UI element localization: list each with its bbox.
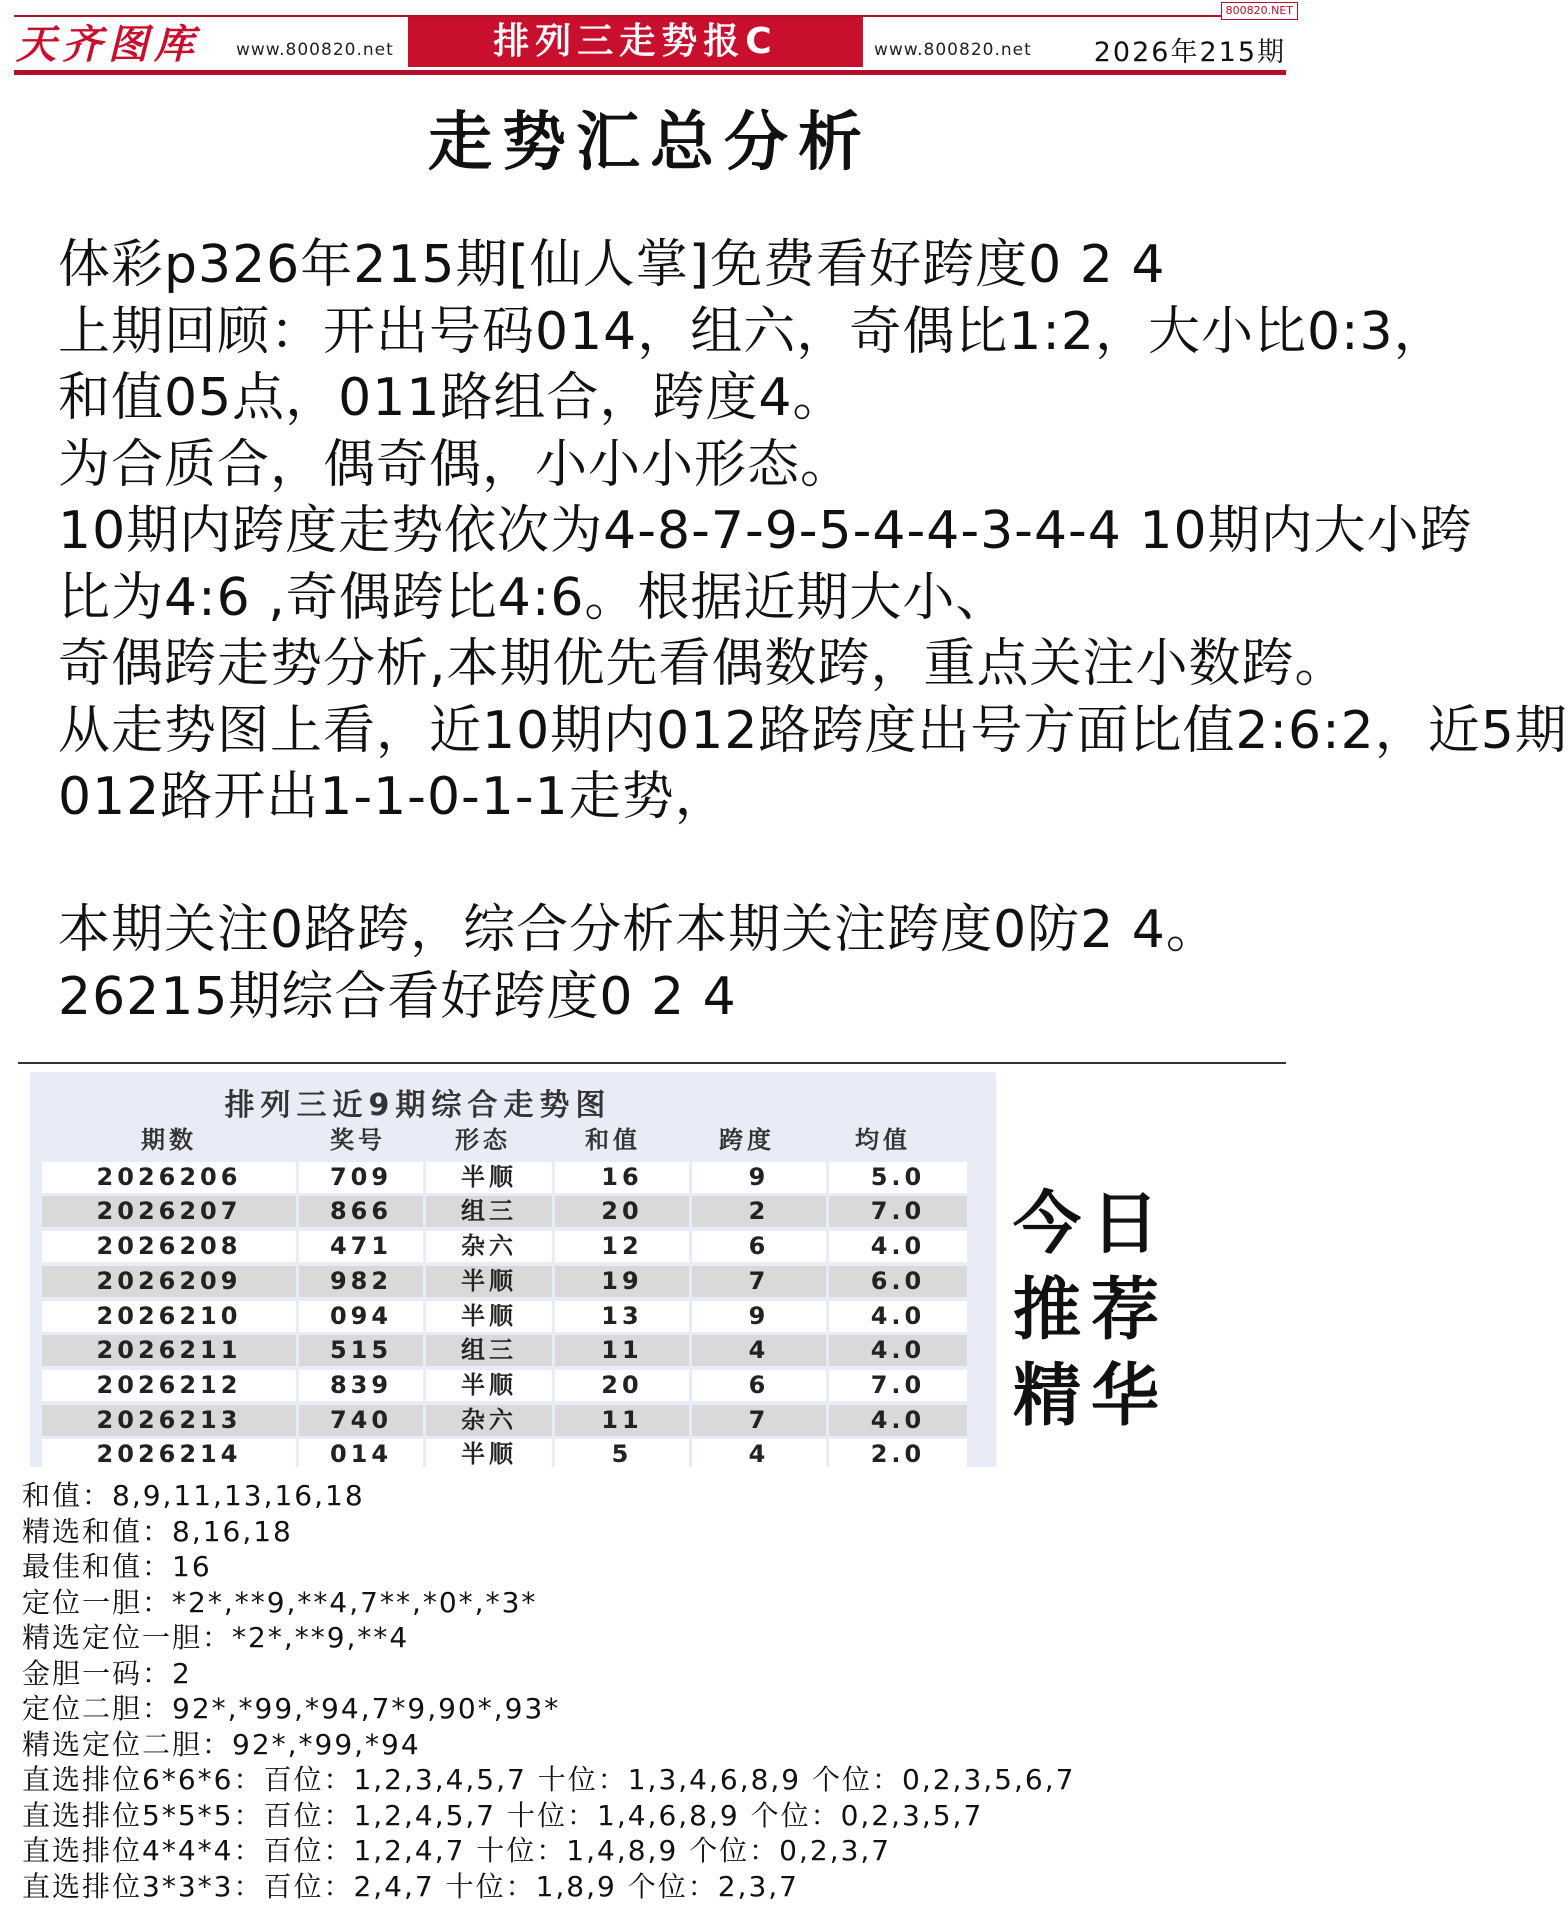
table-row (42, 1333, 970, 1368)
cell-issue: 2026214 (42, 1439, 296, 1470)
analysis-line: 从走势图上看，近10期内012路跨度出号方面比值2:6:2，近5期 (58, 700, 1568, 761)
column-header-average: 均值 (855, 1126, 911, 1154)
column-header-pattern: 形态 (455, 1126, 511, 1154)
cell-sum: 5 (555, 1439, 689, 1470)
cell-pattern: 杂六 (426, 1405, 552, 1436)
analysis-line: 比为4:6 ,奇偶跨比4:6。根据近期大小、 (58, 567, 1009, 628)
analysis-line: 26215期综合看好跨度0 2 4 (58, 966, 737, 1027)
cell-issue: 2026211 (42, 1335, 296, 1366)
report-title-banner: 排列三走势报C (408, 17, 863, 67)
cell-span: 4 (692, 1335, 826, 1366)
table-row (42, 1160, 970, 1195)
cell-pattern: 半顺 (426, 1370, 552, 1401)
cell-number: 839 (299, 1370, 423, 1401)
cell-sum: 13 (555, 1301, 689, 1332)
cell-issue: 2026208 (42, 1231, 296, 1262)
cell-issue: 2026209 (42, 1266, 296, 1297)
analysis-line-blank (58, 831, 1288, 898)
recommend-label (1013, 1182, 1193, 1440)
analysis-line: 和值05点，011路组合，跨度4。 (58, 368, 846, 428)
table-row (42, 1195, 970, 1230)
cell-sum: 16 (555, 1162, 689, 1193)
analysis-paragraph (58, 232, 1568, 1030)
cell-pattern: 半顺 (426, 1301, 552, 1332)
page-title: 走势汇总分析 (428, 106, 872, 180)
cell-sum: 20 (555, 1370, 689, 1401)
cell-issue: 2026207 (42, 1196, 296, 1227)
column-header-span: 跨度 (719, 1126, 775, 1154)
cell-issue: 2026212 (42, 1370, 296, 1401)
cell-pattern: 半顺 (426, 1439, 552, 1470)
cell-span: 4 (692, 1439, 826, 1470)
analysis-line: 012路开出1-1-0-1-1走势， (58, 767, 728, 827)
cell-pattern: 组三 (426, 1335, 552, 1366)
column-header-issue: 期数 (141, 1126, 197, 1154)
cell-pattern: 半顺 (426, 1162, 552, 1193)
cell-span: 2 (692, 1196, 826, 1227)
cell-sum: 11 (555, 1335, 689, 1366)
pick-selected-sum: 精选和值：8,16,18 (22, 1514, 293, 1548)
pick-direct-555: 直选排位5*5*5：百位：1,2,4,5,7 十位：1,4,6,8,9 个位：0,2,3,5,7 (22, 1798, 984, 1832)
cell-average: 4.0 (829, 1231, 967, 1262)
page-header (0, 0, 1300, 80)
pick-direct-444: 直选排位4*4*4：百位：1,2,4,7 十位：1,4,8,9 个位：0,2,3,7 (22, 1834, 892, 1867)
cell-span: 9 (692, 1162, 826, 1193)
cell-span: 6 (692, 1370, 826, 1401)
analysis-line: 体彩p326年215期[仙人掌]免费看好跨度0 2 4 (58, 235, 1166, 295)
trend-table-title: 排列三近9期综合走势图 (224, 1088, 612, 1123)
pick-selected-position-two: 精选定位二胆：92*,*99,*94 (22, 1727, 421, 1761)
cell-average: 4.0 (829, 1335, 967, 1366)
pick-best-sum: 最佳和值：16 (22, 1550, 212, 1583)
cell-span: 6 (692, 1231, 826, 1262)
cell-span: 7 (692, 1266, 826, 1297)
issue-number: 2026年215期 (1093, 37, 1286, 68)
cell-pattern: 半顺 (426, 1266, 552, 1297)
cell-number: 014 (299, 1439, 423, 1470)
site-url-right: www.800820.net (874, 40, 1032, 60)
cell-number: 094 (299, 1301, 423, 1332)
corner-watermark: 800820.NET (1221, 2, 1298, 20)
cell-issue: 2026210 (42, 1301, 296, 1332)
table-row (42, 1403, 970, 1438)
cell-sum: 19 (555, 1266, 689, 1297)
cell-number: 740 (299, 1405, 423, 1436)
recommend-line: 精华 (1013, 1357, 1170, 1436)
pick-direct-666: 直选排位6*6*6：百位：1,2,3,4,5,7 十位：1,3,4,6,8,9 个位：0,2,3,5,6,7 (22, 1763, 1076, 1796)
pick-gold-single: 金胆一码：2 (22, 1656, 192, 1690)
cell-average: 7.0 (829, 1196, 967, 1227)
cell-pattern: 杂六 (426, 1231, 552, 1262)
cell-average: 4.0 (829, 1301, 967, 1332)
cell-number: 515 (299, 1335, 423, 1366)
analysis-line: 本期关注0路跨，综合分析本期关注跨度0防2 4。 (58, 900, 1219, 960)
pick-selected-position-one: 精选定位一胆：*2*,**9,**4 (22, 1621, 410, 1654)
table-row (42, 1299, 970, 1334)
table-row (42, 1229, 970, 1264)
recommend-line: 今日 (1013, 1185, 1170, 1264)
picks-list (22, 1478, 1297, 1904)
trend-table-body (42, 1160, 970, 1472)
pick-direct-333: 直选排位3*3*3：百位：2,4,7 十位：1,8,9 个位：2,3,7 (22, 1869, 799, 1903)
column-header-sum: 和值 (585, 1126, 641, 1154)
cell-number: 471 (299, 1231, 423, 1262)
analysis-line: 为合质合，偶奇偶，小小小形态。 (58, 434, 854, 495)
cell-sum: 20 (555, 1196, 689, 1227)
cell-average: 7.0 (829, 1370, 967, 1401)
cell-number: 982 (299, 1266, 423, 1297)
cell-number: 866 (299, 1196, 423, 1227)
section-divider (18, 1062, 1286, 1064)
cell-sum: 12 (555, 1231, 689, 1262)
recommend-line: 推荐 (1013, 1271, 1170, 1350)
table-row (42, 1368, 970, 1403)
cell-issue: 2026213 (42, 1405, 296, 1436)
header-rule-bottom (14, 70, 1286, 75)
analysis-line: 奇偶跨走势分析,本期优先看偶数跨，重点关注小数跨。 (58, 634, 1348, 694)
column-header-number: 奖号 (330, 1126, 386, 1154)
analysis-line: 上期回顾：开出号码014，组六，奇偶比1:2，大小比0:3， (58, 301, 1447, 362)
table-row (42, 1264, 970, 1299)
site-url-left: www.800820.net (236, 40, 394, 60)
cell-span: 9 (692, 1301, 826, 1332)
trend-table (30, 1072, 996, 1467)
cell-average: 5.0 (829, 1162, 967, 1193)
table-row (42, 1438, 970, 1473)
analysis-line: 10期内跨度走势依次为4-8-7-9-5-4-4-3-4-4 10期内大小跨 (58, 501, 1473, 561)
cell-pattern: 组三 (426, 1196, 552, 1227)
cell-sum: 11 (555, 1405, 689, 1436)
cell-number: 709 (299, 1162, 423, 1193)
brand-logo: 天齐图库 (16, 21, 200, 68)
cell-average: 2.0 (829, 1439, 967, 1470)
trend-table-header (42, 1120, 952, 1160)
pick-position-two: 定位二胆：92*,*99,*94,7*9,90*,93* (22, 1692, 561, 1725)
pick-position-one: 定位一胆：*2*,**9,**4,7**,*0*,*3* (22, 1585, 538, 1619)
cell-span: 7 (692, 1405, 826, 1436)
cell-average: 4.0 (829, 1405, 967, 1436)
cell-issue: 2026206 (42, 1162, 296, 1193)
cell-average: 6.0 (829, 1266, 967, 1297)
pick-sum: 和值：8,9,11,13,16,18 (22, 1479, 365, 1512)
